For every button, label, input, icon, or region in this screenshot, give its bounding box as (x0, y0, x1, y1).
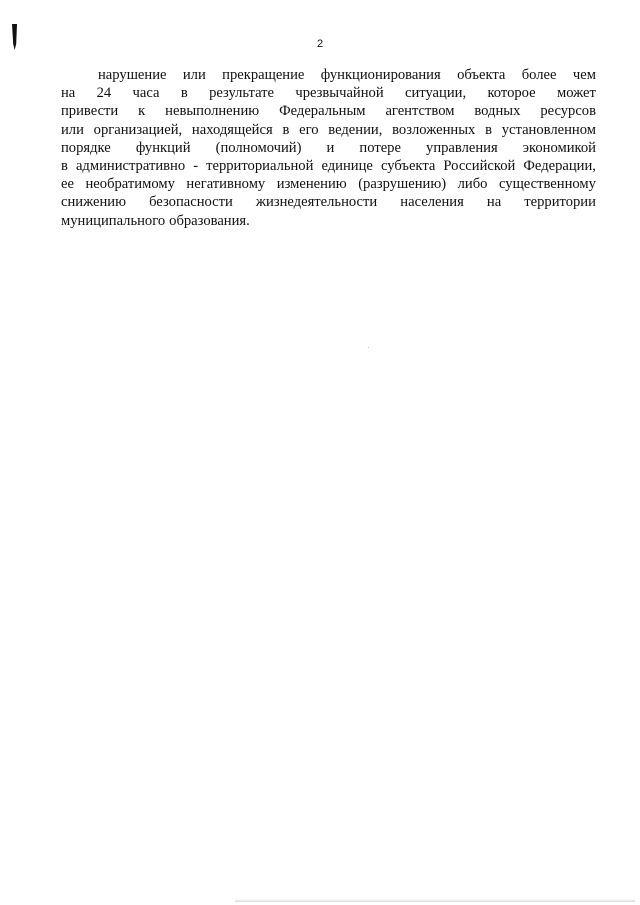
scan-speck (368, 347, 369, 348)
text-word: территории (524, 194, 596, 211)
text-word: функций (135, 139, 191, 156)
text-line (61, 157, 596, 175)
text-word: и (326, 139, 335, 156)
text-word: порядке (61, 139, 111, 156)
text-word: безопасности (149, 194, 233, 211)
text-word: чрезвычайной (295, 85, 384, 102)
text-word: негативному (186, 176, 266, 193)
text-word: либо (457, 176, 488, 193)
text-word: субъекта (380, 157, 436, 174)
text-word: на (61, 85, 76, 102)
text-word: возложенных (392, 121, 476, 138)
text-word: - (193, 157, 199, 174)
text-word: или (182, 67, 206, 83)
text-word: изменению (276, 176, 347, 193)
text-word: организацией, (93, 121, 183, 138)
text-word: Федеральным (279, 103, 366, 120)
text-word: в (485, 121, 492, 138)
text-word: потере (359, 139, 401, 156)
text-word: функционирования (320, 67, 441, 83)
text-word: ситуации, (404, 85, 467, 102)
text-line (61, 121, 596, 139)
text-word: в (61, 157, 68, 174)
text-word: результате (209, 85, 275, 102)
text-word: единице (321, 157, 373, 174)
text-word: нарушение (98, 67, 167, 83)
text-line (61, 212, 596, 230)
text-word: управления (426, 139, 498, 156)
text-word: территориальной (206, 157, 314, 174)
text-word: Российской (443, 157, 516, 174)
text-word: прекращение (222, 67, 305, 83)
text-word: ведении, (328, 121, 383, 138)
text-word: (полномочий) (215, 139, 302, 156)
text-word: необратимому (85, 176, 175, 193)
text-word: невыполнению (165, 103, 260, 120)
text-word: снижению (61, 194, 126, 211)
text-word: жизнедеятельности (255, 194, 378, 211)
text-word: установленном (501, 121, 596, 138)
text-word: находящейся (191, 121, 273, 138)
text-word: муниципального (61, 212, 166, 229)
text-word: в (282, 121, 290, 138)
text-word: 24 (96, 85, 112, 102)
text-word: его (299, 121, 319, 138)
text-word: агентством (385, 103, 455, 120)
scan-bottom-edge (235, 899, 635, 902)
text-line (61, 175, 596, 193)
text-word: более (521, 67, 557, 83)
text-word: на (486, 194, 502, 211)
text-word: экономикой (522, 139, 596, 156)
page-number: 2 (316, 38, 324, 50)
text-word: ее (61, 176, 74, 193)
text-word: или (61, 121, 84, 138)
text-word: Федерации, (523, 157, 596, 174)
text-word: ресурсов (540, 103, 596, 120)
text-line (61, 66, 596, 84)
text-word: образования. (169, 212, 250, 229)
text-word: водных (474, 103, 521, 120)
text-word: объекта (457, 67, 506, 83)
text-word: административно (75, 157, 186, 174)
text-line (61, 193, 596, 211)
text-word: привести (61, 103, 119, 120)
text-word: в (180, 85, 188, 102)
text-word: чем (572, 67, 596, 83)
text-word: может (556, 85, 596, 102)
text-line (61, 139, 596, 157)
text-word: часа (132, 85, 160, 102)
body-paragraph (61, 66, 596, 230)
text-line (61, 84, 596, 102)
text-word: (разрушению) (358, 176, 447, 193)
text-word: к (138, 103, 146, 120)
text-word: существенному (498, 176, 596, 193)
text-line (61, 102, 596, 120)
text-word: населения (400, 194, 464, 211)
text-word: которое (487, 85, 536, 102)
